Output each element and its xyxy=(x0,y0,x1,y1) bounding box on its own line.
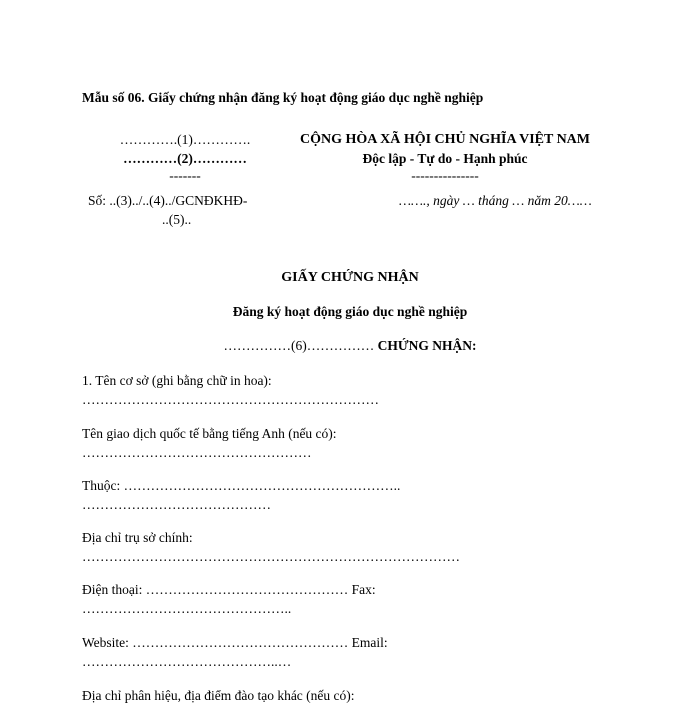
facility-name-blank: ………………………………………………………… xyxy=(82,392,379,407)
facility-name-label: 1. Tên cơ sở (ghi bằng chữ in hoa): xyxy=(82,373,272,388)
issuing-authority-line-2: …………(2)………… xyxy=(123,151,247,166)
issuing-authority-line-1: ………….(1)…………. xyxy=(119,132,251,147)
certificate-subtitle: Đăng ký hoạt động giáo dục nghề nghiệp xyxy=(232,304,468,319)
head-office-address-blank: ………………………………………………………………………… xyxy=(82,549,460,564)
form-title: Mẫu số 06. Giấy chứng nhận đăng ký hoạt động giáo dục nghề nghiệp xyxy=(82,90,484,105)
phone-fax-label: Điện thoại: ……………………………………… Fax: xyxy=(82,582,376,597)
left-header-divider: ------- xyxy=(169,168,201,183)
certifies-label: CHỨNG NHẬN: xyxy=(377,338,477,353)
certifier-placeholder: ……………(6)…………… xyxy=(223,338,375,353)
belongs-to-blank: …………………………………… xyxy=(82,497,271,512)
intl-name-blank: …………………………………………… xyxy=(82,445,312,460)
head-office-address-label: Địa chỉ trụ sở chính: xyxy=(82,530,193,545)
email-blank: ……………………………………..… xyxy=(82,654,292,669)
branch-address-label: Địa chỉ phân hiệu, địa điểm đào tạo khác (nếu có): xyxy=(82,688,355,703)
national-title: CỘNG HÒA XÃ HỘI CHỦ NGHĨA VIỆT NAM xyxy=(299,132,590,147)
document-number: Số: ..(3)../..(4)../GCNĐKHĐ- xyxy=(88,193,248,208)
belongs-to-label: Thuộc: …………………………………………………….. xyxy=(82,478,401,493)
certificate-title: GIẤY CHỨNG NHẬN xyxy=(281,270,419,285)
certifier-line xyxy=(0,338,700,354)
national-motto: Độc lập - Tự do - Hạnh phúc xyxy=(362,151,528,166)
document-date: ……., ngày … tháng … năm 20…… xyxy=(399,193,592,208)
intl-name-label: Tên giao dịch quốc tế bằng tiếng Anh (nếu có): xyxy=(82,426,337,441)
fax-blank: ……………………………………….. xyxy=(82,601,292,616)
right-header-divider: --------------- xyxy=(411,168,479,183)
document-number-continued: ..(5).. xyxy=(162,212,192,227)
website-email-label: Website: ………………………………………… Email: xyxy=(82,635,388,650)
